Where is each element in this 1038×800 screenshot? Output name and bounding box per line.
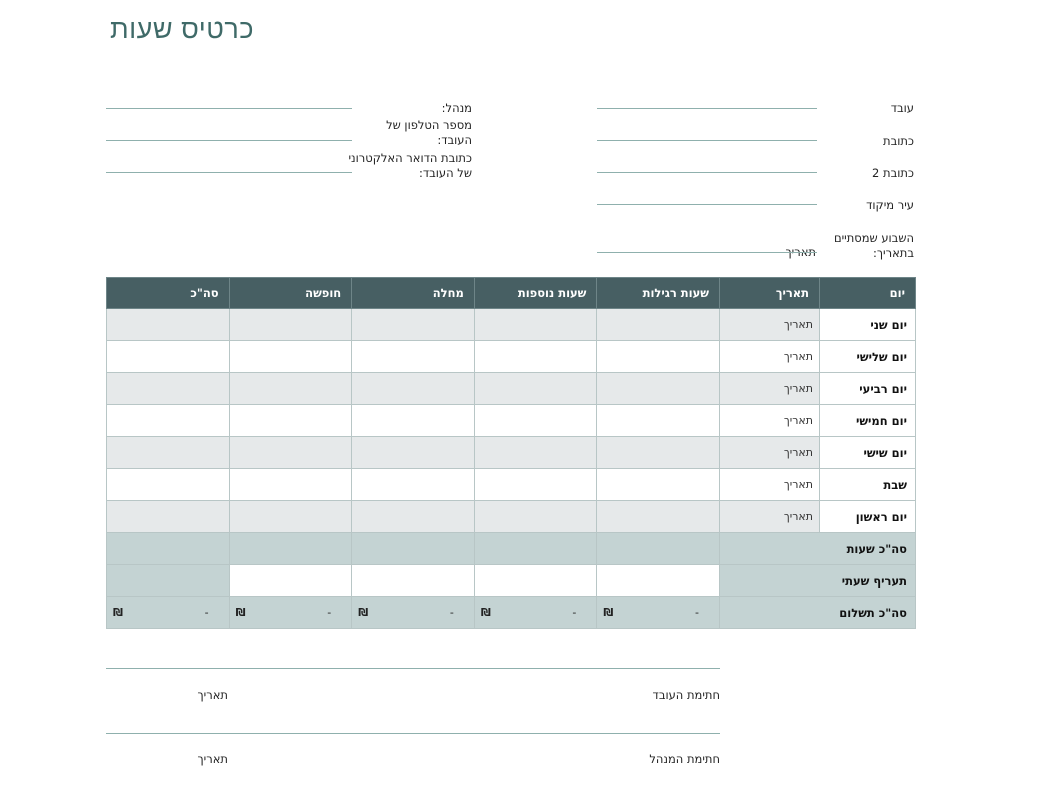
table-row xyxy=(107,501,916,533)
hourly-rate-label: תעריף שעתי xyxy=(720,565,916,597)
vacation-cell[interactable] xyxy=(229,437,352,469)
header-vacation: חופשה xyxy=(229,278,352,309)
total-pay-label: סה"כ תשלום xyxy=(720,597,916,629)
employee-field[interactable] xyxy=(597,108,817,109)
rate-vacation-input[interactable] xyxy=(229,565,352,597)
table-header-row xyxy=(107,278,916,309)
employee-email-label: כתובת הדואר האלקטרוני של העובד: xyxy=(348,151,472,180)
city-zip-label: עיר מיקוד xyxy=(866,198,914,212)
date-cell[interactable]: תאריך xyxy=(720,309,820,341)
sick-cell[interactable] xyxy=(352,309,475,341)
total-hours-label: סה"כ שעות xyxy=(720,533,916,565)
address-label: כתובת xyxy=(883,134,914,148)
header-day: יום xyxy=(820,278,916,309)
total-cell[interactable] xyxy=(107,309,230,341)
week-ending-field[interactable] xyxy=(597,252,817,253)
total-cell[interactable] xyxy=(107,469,230,501)
pay-dash: - xyxy=(449,606,454,619)
total-pay-row xyxy=(107,597,916,629)
shekel-icon: ₪ xyxy=(480,606,491,619)
sick-cell[interactable] xyxy=(352,405,475,437)
timesheet-table xyxy=(106,277,916,629)
overtime-cell[interactable] xyxy=(474,373,597,405)
day-cell: יום שישי xyxy=(820,437,916,469)
employee-signature-date-label: תאריך xyxy=(197,688,228,702)
sick-cell[interactable] xyxy=(352,341,475,373)
table-row xyxy=(107,469,916,501)
manager-label: מנהל: xyxy=(441,101,472,115)
shekel-icon: ₪ xyxy=(235,606,246,619)
day-cell: יום רביעי xyxy=(820,373,916,405)
header-total: סה"כ xyxy=(107,278,230,309)
regular-hours-cell[interactable] xyxy=(597,501,720,533)
header-date: תאריך xyxy=(720,278,820,309)
vacation-cell[interactable] xyxy=(229,405,352,437)
pay-overtime xyxy=(474,597,597,629)
date-cell[interactable]: תאריך xyxy=(720,405,820,437)
overtime-cell[interactable] xyxy=(474,405,597,437)
pay-dash: - xyxy=(327,606,332,619)
table-row xyxy=(107,373,916,405)
pay-total xyxy=(107,597,230,629)
day-cell: יום ראשון xyxy=(820,501,916,533)
overtime-cell[interactable] xyxy=(474,501,597,533)
city-zip-field[interactable] xyxy=(597,204,817,205)
pay-dash: - xyxy=(204,606,209,619)
pay-sick xyxy=(352,597,475,629)
table-row xyxy=(107,405,916,437)
regular-hours-cell[interactable] xyxy=(597,405,720,437)
overtime-cell[interactable] xyxy=(474,469,597,501)
hourly-rate-row xyxy=(107,565,916,597)
vacation-cell[interactable] xyxy=(229,469,352,501)
total-overtime xyxy=(474,533,597,565)
rate-regular-input[interactable] xyxy=(597,565,720,597)
date-cell[interactable]: תאריך xyxy=(720,341,820,373)
sick-cell[interactable] xyxy=(352,437,475,469)
regular-hours-cell[interactable] xyxy=(597,469,720,501)
shekel-icon: ₪ xyxy=(113,606,123,619)
header-regular-hours: שעות רגילות xyxy=(597,278,720,309)
overtime-cell[interactable] xyxy=(474,341,597,373)
table-row xyxy=(107,341,916,373)
date-cell[interactable]: תאריך xyxy=(720,501,820,533)
manager-signature-date-label: תאריך xyxy=(197,752,228,766)
week-ending-date[interactable]: תאריך xyxy=(785,245,816,259)
total-cell[interactable] xyxy=(107,437,230,469)
pay-vacation xyxy=(229,597,352,629)
date-cell[interactable]: תאריך xyxy=(720,469,820,501)
sick-cell[interactable] xyxy=(352,469,475,501)
total-vacation xyxy=(229,533,352,565)
regular-hours-cell[interactable] xyxy=(597,341,720,373)
employee-label: עובד xyxy=(890,101,914,115)
pay-dash: - xyxy=(572,606,577,619)
rate-total xyxy=(107,565,230,597)
total-hours-row xyxy=(107,533,916,565)
manager-field[interactable] xyxy=(106,108,352,109)
day-cell: יום שני xyxy=(820,309,916,341)
page-title: כרטיס שעות xyxy=(110,14,254,44)
employee-email-field[interactable] xyxy=(106,172,352,173)
employee-phone-field[interactable] xyxy=(106,140,352,141)
pay-dash: - xyxy=(695,606,699,619)
date-cell[interactable]: תאריך xyxy=(720,373,820,405)
shekel-icon: ₪ xyxy=(358,606,369,619)
overtime-cell[interactable] xyxy=(474,437,597,469)
pay-regular xyxy=(597,597,720,629)
total-cell[interactable] xyxy=(107,341,230,373)
total-sick xyxy=(352,533,475,565)
day-cell: יום שלישי xyxy=(820,341,916,373)
overtime-cell[interactable] xyxy=(474,309,597,341)
table-row xyxy=(107,437,916,469)
employee-signature-line[interactable] xyxy=(106,668,720,669)
address2-label: כתובת 2 xyxy=(872,166,914,180)
total-regular-hours xyxy=(597,533,720,565)
vacation-cell[interactable] xyxy=(229,501,352,533)
sick-cell[interactable] xyxy=(352,373,475,405)
shekel-icon: ₪ xyxy=(603,606,614,619)
total-cell[interactable] xyxy=(107,373,230,405)
rate-sick-input[interactable] xyxy=(352,565,475,597)
manager-signature-line[interactable] xyxy=(106,733,720,734)
date-cell[interactable]: תאריך xyxy=(720,437,820,469)
regular-hours-cell[interactable] xyxy=(597,309,720,341)
address-field[interactable] xyxy=(597,140,817,141)
table-row xyxy=(107,309,916,341)
total-cell[interactable] xyxy=(107,405,230,437)
manager-signature-label: חתימת המנהל xyxy=(649,752,720,766)
regular-hours-cell[interactable] xyxy=(597,373,720,405)
employee-phone-label: מספר הטלפון של העובד: xyxy=(386,118,472,147)
vacation-cell[interactable] xyxy=(229,341,352,373)
rate-overtime-input[interactable] xyxy=(474,565,597,597)
regular-hours-cell[interactable] xyxy=(597,437,720,469)
vacation-cell[interactable] xyxy=(229,373,352,405)
header-overtime: שעות נוספות xyxy=(474,278,597,309)
total-cell[interactable] xyxy=(107,501,230,533)
vacation-cell[interactable] xyxy=(229,309,352,341)
header-sick: מחלה xyxy=(352,278,475,309)
week-ending-label: השבוע שמסתיים בתאריך: xyxy=(833,231,914,260)
address2-field[interactable] xyxy=(597,172,817,173)
day-cell: שבת xyxy=(820,469,916,501)
day-cell: יום חמישי xyxy=(820,405,916,437)
sick-cell[interactable] xyxy=(352,501,475,533)
employee-signature-label: חתימת העובד xyxy=(652,688,720,702)
total-all xyxy=(107,533,230,565)
